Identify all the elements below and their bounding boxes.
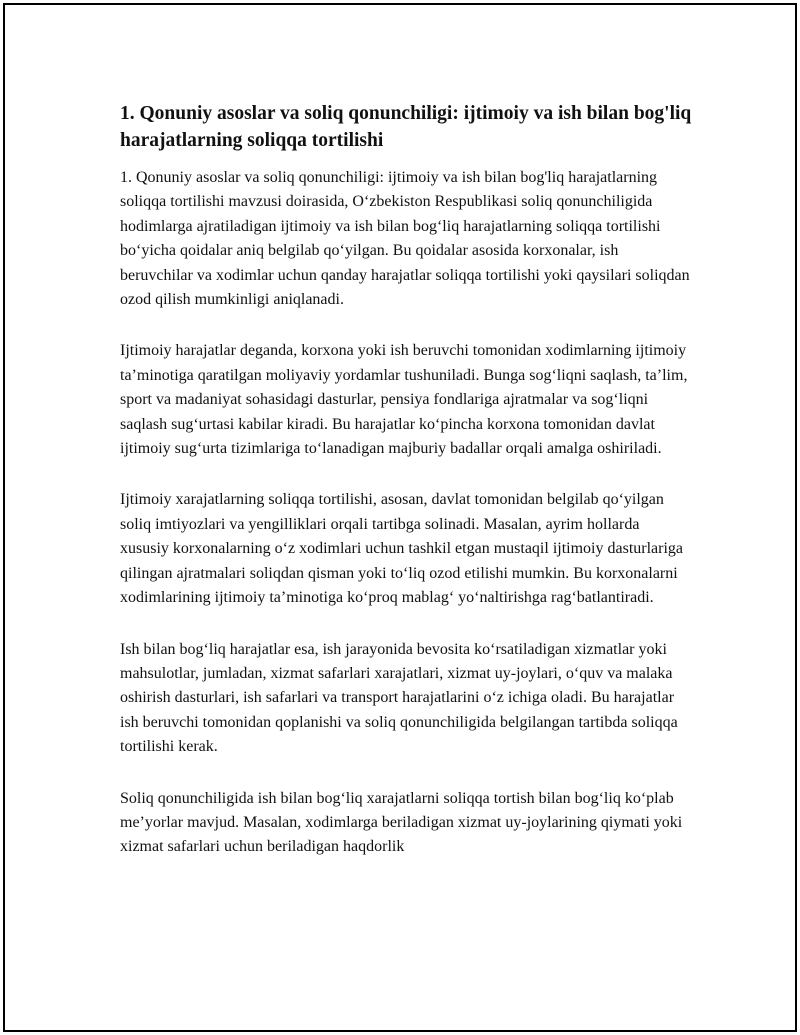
paragraph-5: Soliq qonunchiligida ish bilan bog‘liq xarajatlarni soliqqa tortish bilan bog‘liq ko‘plab me’yorlar mavjud. Masalan, xodimlarga beriladigan xizmat uy-joylarining qiymati yoki xizmat safarlari uchun beriladigan haqdorlik (120, 789, 683, 856)
document-title: 1. Qonuniy asoslar va soliq qonunchiligi: ijtimoiy va ish bilan bog'liq harajatlarning soliqqa tortilishi (120, 103, 692, 151)
paragraph-2: Ijtimoiy harajatlar deganda, korxona yoki ish beruvchi tomonidan xodimlarning ijtimoiy ta’minotiga qaratilgan moliyaviy yordamlar tushuniladi. Bunga sog‘liqni saqlash, ta’lim, sport va madaniyat sohasidagi dasturlar, pensiya fondlariga ajratmalar va sog‘liqni saqlash sug‘urtasi kabilar kiradi. Bu harajatlar ko‘pincha korxona tomonidan davlat ijtimoiy sug‘urta tizimlariga to‘lanadigan majburiy badallar orqali amalga oshiriladi. (120, 342, 688, 458)
paragraph-1: 1. Qonuniy asoslar va soliq qonunchiligi: ijtimoiy va ish bilan bog'liq harajatlarning soliqqa tortilishi mavzusi doirasida, O‘zbekiston Respublikasi soliq qonunchiligida hodimlarga ajratiladigan ijtimoiy va ish bilan bog‘liq harajatlarning soliqqa tortilishi bo‘yicha qoidalar aniq belgilab qo‘yilgan. Bu qoidalar asosida korxonalar, ish beruvchilar va xodimlar uchun qanday harajatlar soliqqa tortilishi yoki qaysilari soliqdan ozod qilish mumkinligi aniqlanadi. (120, 169, 690, 309)
paragraph-4: Ish bilan bog‘liq harajatlar esa, ish jarayonida bevosita ko‘rsatiladigan xizmatlar yoki mahsulotlar, jumladan, xizmat safarlari xarajatlari, xizmat uy-joylari, o‘quv va malaka oshirish dasturlari, ish safarlari va transport harajatlarini o‘z ichiga oladi. Bu harajatlar ish beruvchi tomonidan qoplanishi va soliq qonunchiligida belgilangan tartibda soliqqa tortilishi kerak. (120, 640, 678, 756)
paragraph-3: Ijtimoiy xarajatlarning soliqqa tortilishi, asosan, davlat tomonidan belgilab qo‘yilgan soliq imtiyozlari va yengilliklari orqali tartibga solinadi. Masalan, ayrim hollarda xususiy korxonalarning o‘z xodimlari uchun tashkil etgan mustaqil ijtimoiy dasturlariga qilingan ajratmalari soliqdan qisman yoki to‘liq ozod etilishi mumkin. Bu korxonalarni xodimlarining ijtimoiy ta’minotiga ko‘proq mablag‘ yo‘naltirishga rag‘batlantiradi. (120, 491, 684, 607)
document-body (120, 100, 692, 887)
page-frame (3, 3, 797, 1032)
